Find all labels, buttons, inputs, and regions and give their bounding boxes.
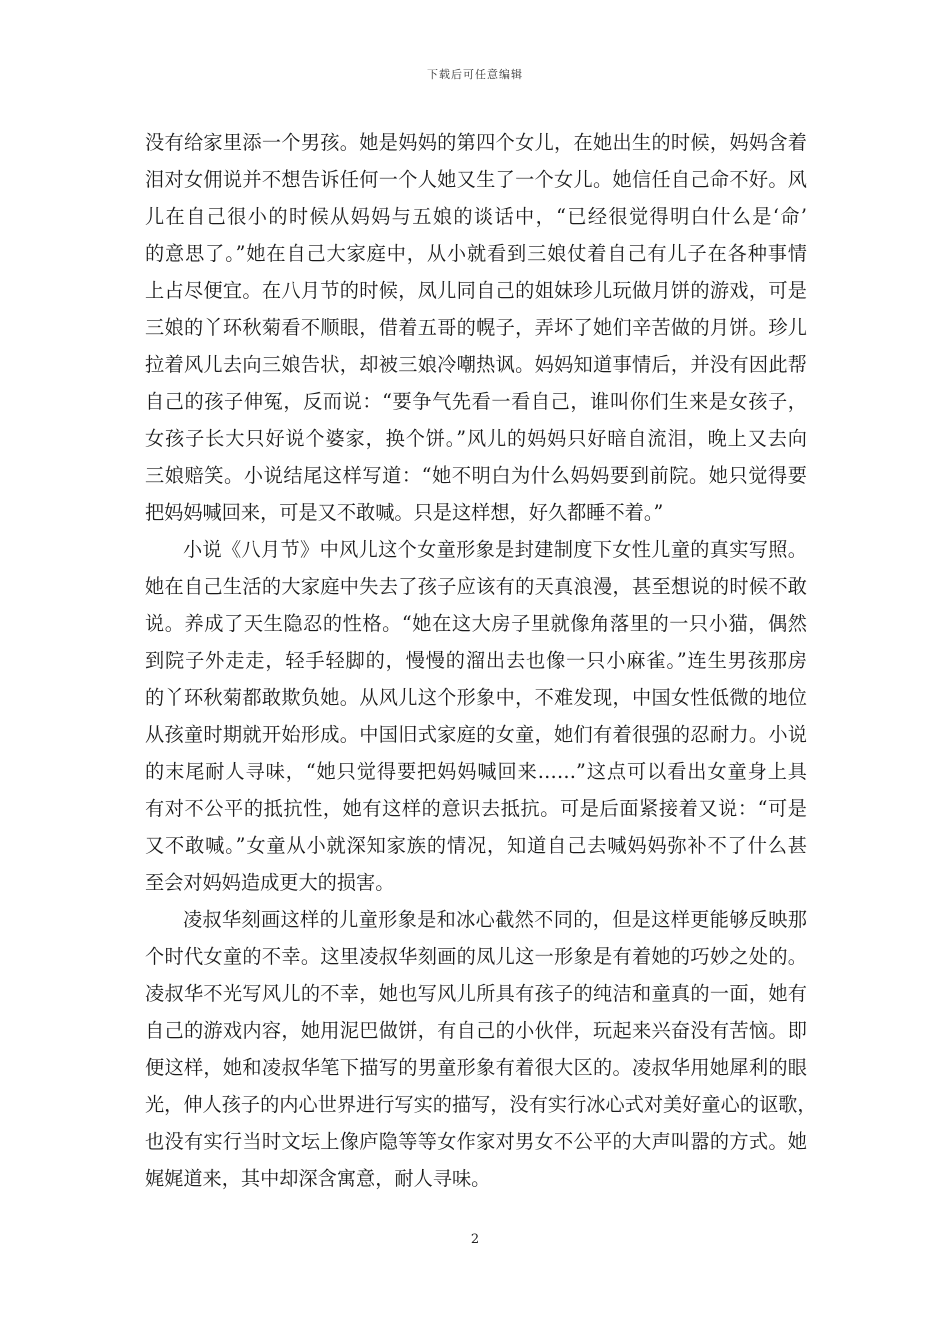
text-line: 上占尽便宜。在八月节的时候，凤儿同自己的姐妹珍儿玩做月饼的游戏，可是: [145, 279, 807, 302]
text-line: 的末尾耐人寻味，“她只觉得要把妈妈喊回来……”这点可以看出女童身上具: [145, 760, 807, 783]
paragraph-2: [145, 531, 807, 901]
text-line: 又不敢喊。”女童从小就深知家族的情况，知道自己去喊妈妈弥补不了什么甚: [145, 834, 807, 857]
paragraph-1: [145, 124, 807, 531]
text-line: 到院子外走走，轻手轻脚的，慢慢的溜出去也像一只小麻雀。”连生男孩那房: [145, 649, 807, 672]
text-line: 小说《八月节》中风儿这个女童形象是封建制度下女性儿童的真实写照。: [183, 538, 807, 561]
text-line: 娓娓道来，其中却深含寓意，耐人寻味。: [145, 1167, 491, 1190]
text-line: 三娘的丫环秋菊看不顺眼，借着五哥的幌子，弄坏了她们辛苦做的月饼。珍儿: [145, 316, 807, 339]
text-line: 至会对妈妈造成更大的损害。: [145, 871, 395, 894]
text-line: 的丫环秋菊都敢欺负她。从风儿这个形象中，不难发现，中国女性低微的地位: [145, 686, 807, 709]
text-line: 没有给家里添一个男孩。她是妈妈的第四个女儿，在她出生的时候，妈妈含着: [145, 131, 807, 154]
text-line: 便这样，她和凌叔华笔下描写的男童形象有着很大区的。凌叔华用她犀利的眼: [145, 1056, 807, 1079]
text-line: 说。养成了天生隐忍的性格。“她在这大房子里就像角落里的一只小猫，偶然: [145, 612, 807, 635]
page-number: 2: [470, 1232, 480, 1247]
text-line: 把妈妈喊回来，可是又不敢喊。只是这样想，好久都睡不着。”: [145, 501, 664, 524]
text-line: 凌叔华刻画这样的儿童形象是和冰心截然不同的，但是这样更能够反映那: [183, 908, 807, 931]
paragraph-3: [145, 901, 817, 1197]
text-line: 自己的游戏内容，她用泥巴做饼，有自己的小伙伴，玩起来兴奋没有苦恼。即: [145, 1019, 807, 1042]
text-line: 她在自己生活的大家庭中失去了孩子应该有的天真浪漫，甚至想说的时候不敢: [145, 575, 807, 598]
text-line: 也没有实行当时文坛上像庐隐等等女作家对男女不公平的大声叫嚣的方式。她: [145, 1130, 807, 1153]
text-line: 拉着风儿去向三娘告状，却被三娘冷嘲热讽。妈妈知道事情后，并没有因此帮: [145, 353, 807, 376]
page-header: 下载后可任意编辑: [427, 68, 523, 81]
text-line: 光，伸人孩子的内心世界进行写实的描写，没有实行冰心式对美好童心的讴歌，: [145, 1093, 817, 1116]
text-line: 自己的孩子伸冤，反而说：“要争气先看一看自己，谁叫你们生来是女孩子，: [145, 390, 807, 413]
text-line: 三娘赔笑。小说结尾这样写道：“她不明白为什么妈妈要到前院。她只觉得要: [145, 464, 807, 487]
text-line: 个时代女童的不幸。这里凌叔华刻画的凤儿这一形象是有着她的巧妙之处的。: [145, 945, 807, 968]
text-line: 从孩童时期就开始形成。中国旧式家庭的女童，她们有着很强的忍耐力。小说: [145, 723, 807, 746]
text-line: 女孩子长大只好说个婆家，换个饼。”风儿的妈妈只好暗自流泪，晚上又去向: [145, 427, 807, 450]
text-line: 儿在自己很小的时候从妈妈与五娘的谈话中，“已经很觉得明白什么是‘命’: [145, 205, 807, 228]
text-line: 泪对女佣说并不想告诉任何一个人她又生了一个女儿。她信任自己命不好。风: [145, 168, 807, 191]
text-line: 凌叔华不光写风儿的不幸，她也写风儿所具有孩子的纯洁和童真的一面，她有: [145, 982, 807, 1005]
text-line: 的意思了。”她在自己大家庭中，从小就看到三娘仗着自己有儿子在各种事情: [145, 242, 807, 265]
document-body: [145, 124, 817, 1197]
text-line: 有对不公平的抵抗性，她有这样的意识去抵抗。可是后面紧接着又说：“可是: [145, 797, 807, 820]
